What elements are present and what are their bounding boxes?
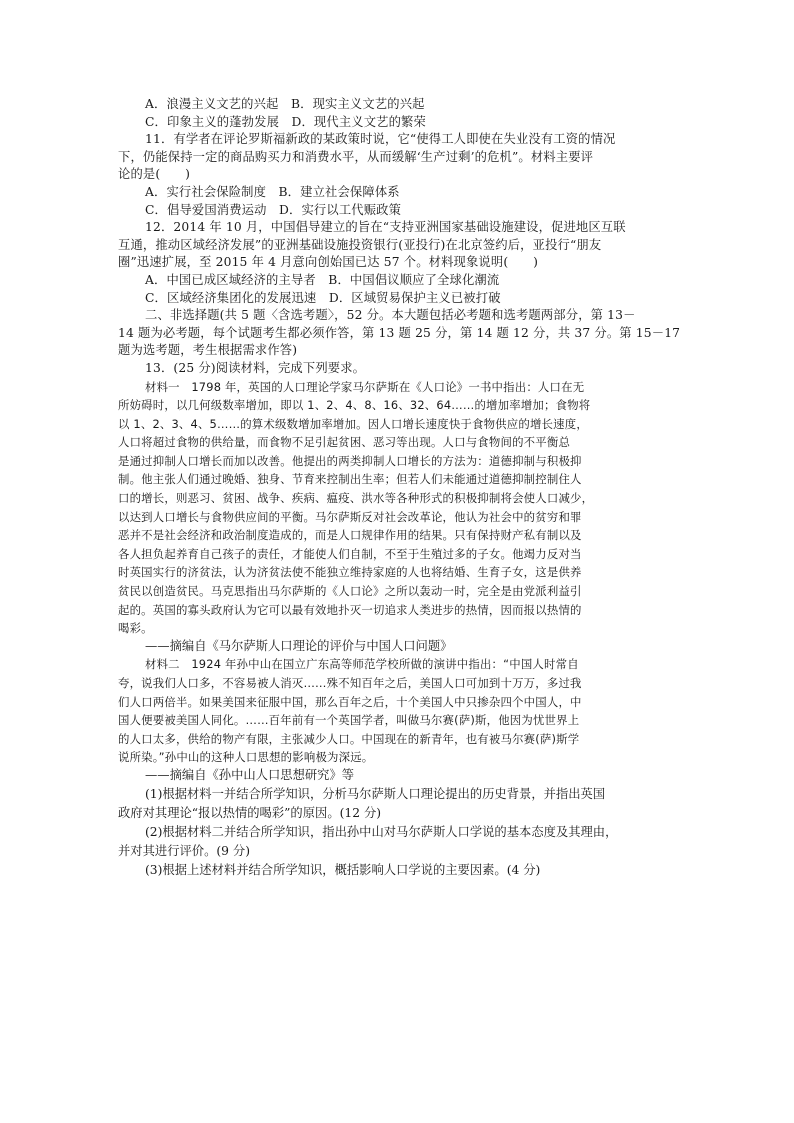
section-heading: 二、非选择题(共 5 题〈含选考题〉，52 分。本大题包括必考题和选考题两部分，第 13－ [145,308,636,323]
material-one-text: 是通过抑制人口增长而加以改善。他提出的两类抑制人口增长的方法为：道德抑制与积极抑 [118,453,582,468]
material-one-text: 起的。英国的寡头政府认为它可以最有效地扑灭一切追求人类进步的热情，因而报以热情的 [118,602,582,617]
material-one-text: 以达到人口增长与食物供应间的平衡。马尔萨斯反对社会改革论，他认为社会中的贫穷和罪 [118,509,582,524]
material-one-text: 喝彩。 [118,621,153,636]
material-one-text: 人口将超过食物的供给量，而食物不足引起贫困、恶习等出现。人口与食物间的不平衡总 [118,435,571,450]
material-one-source: ——摘编自《马尔萨斯人口理论的评价与中国人口问题》 [145,638,453,653]
material-one-text: 各人担负起养育自己孩子的责任，才能使人们自制，不至于生殖过多的子女。他竭力反对当 [118,546,582,561]
question-12-stem: 12．2014 年 10 月，中国倡导建立的旨在“支持亚洲国家基础设施建设，促进地区互联 [145,220,626,235]
option-line: C．区域经济集团化的发展迅速 D．区域贸易保护主义已被打破 [145,290,501,305]
material-one-text: 以 1、2、3、4、5……的算术级数增加率增加。因人口增长速度快于食物供应的增长速度， [118,416,588,431]
question-11-stem: 11．有学者在评论罗斯福新政的某政策时说，它“使得工人即使在失业没有工资的情况 [145,132,616,147]
section-heading: 题为选考题，考生根据需求作答) [118,343,298,358]
material-one-text: 材料一 1798 年，英国的人口理论学家马尔萨斯在《人口论》一书中指出：人口在无 [145,379,585,394]
material-two-text: 的人口太多，供给的物产有限，主张减少人口。中国现在的新青年，也有被马尔赛(萨)斯学 [118,731,580,746]
material-two-text: 说所染。”孙中山的这种人口思想的影响极为深远。 [118,750,374,765]
question-11-stem: 论的是( ) [118,167,191,182]
sub-question-1: 政府对其理论“报以热情的喝彩”的原因。(12 分) [118,805,382,820]
sub-question-2: 并对其进行评价。(9 分) [118,843,250,858]
option-line: C．印象主义的蓬勃发展 D．现代主义文艺的繁荣 [145,114,426,129]
sub-question-3: (3)根据上述材料并结合所学知识，概括影响人口学说的主要因素。(4 分) [145,862,541,877]
material-one-text: 所妨碍时，以几何级数率增加，即以 1、2、4、8、16、32、64……的增加率增加；食物将 [118,398,591,413]
question-12-stem: 圈”迅速扩展，至 2015 年 4 月意向创始国已达 57 个。材料现象说明( ) [118,255,539,270]
material-one-text: 制。他主张人们通过晚婚、独身、节育来控制出生率；但若人们未能通过道德抑制控制住人 [118,472,582,487]
material-two-source: ——摘编自《孙中山人口思想研究》等 [145,767,355,782]
option-line: A．实行社会保险制度 B．建立社会保障体系 [145,184,400,199]
sub-question-2: (2)根据材料二并结合所学知识，指出孙中山对马尔萨斯人口学说的基本态度及其理由， [145,824,618,839]
material-one-text: 口的增长，则恶习、贫困、战争、疾病、瘟疫、洪水等各种形式的积极抑制将会使人口减少， [118,491,594,506]
section-heading: 14 题为必考题，每个试题考生都必须作答，第 13 题 25 分，第 14 题 12 分，共 37 分。第 15－17 [118,325,681,340]
material-one-text: 时英国实行的济贫法，认为济贫法使不能独立维持家庭的人也将结婚、生育子女，这是供养 [118,565,582,580]
question-11-stem: 下，仍能保持一定的商品购买力和消费水平，从而缓解‘生产过剩’的危机”。材料主要评 [118,149,594,164]
document-page [118,96,681,880]
question-12-stem: 互通，推动区域经济发展”的亚洲基础设施投资银行(亚投行)在北京签约后，亚投行“朋友 [118,237,602,252]
option-line: C．倡导爱国消费运动 D．实行以工代赈政策 [145,202,402,217]
material-two-text: 材料二 1924 年孙中山在国立广东高等师范学校所做的演讲中指出：“中国人时常自 [145,657,579,672]
material-one-text: 恶并不是社会经济和政治制度造成的，而是人口规律作用的结果。只有保持财产私有制以及 [118,528,582,543]
material-two-text: 夸，说我们人口多，不容易被人消灭……殊不知百年之后，美国人口可加到十万万，多过我 [118,676,582,690]
material-one-text: 贫民以创造贫民。马克思指出马尔萨斯的《人口论》之所以轰动一时，完全是由党派利益引 [118,584,582,599]
material-two-text: 国人便要被美国人同化。……百年前有一个英国学者，叫做马尔赛(萨)斯，他因为忧世界上 [118,713,580,728]
option-line: A．浪漫主义文艺的兴起 B．现实主义文艺的兴起 [145,97,425,111]
material-two-text: 们人口两倍半。如果美国来征服中国，那么百年之后，十个美国人中只掺杂四个中国人，中 [118,694,582,709]
question-13-stem: 13．(25 分)阅读材料，完成下列要求。 [145,360,366,375]
sub-question-1: (1)根据材料一并结合所学知识，分析马尔萨斯人口理论提出的历史背景，并指出英国 [145,786,606,801]
option-line: A．中国已成区域经济的主导者 B．中国倡议顺应了全球化潮流 [145,272,500,287]
